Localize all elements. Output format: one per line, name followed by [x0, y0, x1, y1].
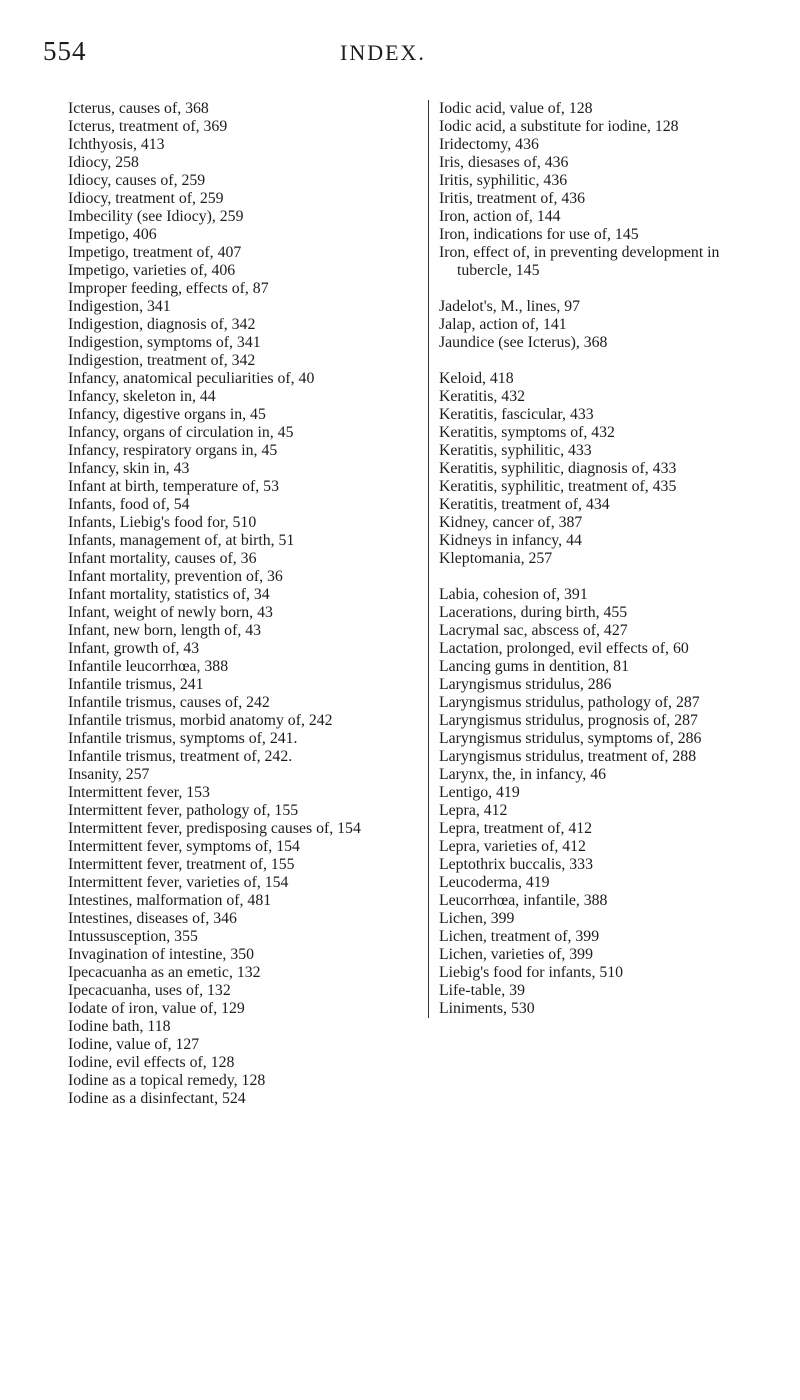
index-entry: Leucoderma, 419 [439, 874, 550, 891]
index-entry: Jalap, action of, 141 [439, 316, 567, 333]
index-entry: Infantile trismus, causes of, 242 [68, 694, 270, 711]
index-entry: Larynx, the, in infancy, 46 [439, 766, 606, 783]
index-entry: Laryngismus stridulus, symptoms of, 286 [439, 730, 702, 747]
running-head: INDEX. [340, 40, 426, 65]
index-entry: Labia, cohesion of, 391 [439, 586, 588, 603]
index-entry: Kleptomania, 257 [439, 550, 553, 567]
index-entry: Indigestion, symptoms of, 341 [68, 334, 261, 351]
index-entry: Idiocy, causes of, 259 [68, 172, 206, 189]
index-entry: Infancy, skin in, 43 [68, 460, 190, 477]
index-entry: Infantile trismus, symptoms of, 241. [68, 730, 298, 747]
index-entry: Iodine, value of, 127 [68, 1036, 200, 1053]
index-entry: Infant, growth of, 43 [68, 640, 200, 657]
index-entry: Iodic acid, a substitute for iodine, 128 [439, 118, 679, 135]
left-column [68, 100, 401, 1108]
index-entry: Keratitis, treatment of, 434 [439, 496, 610, 513]
index-entry: Icterus, causes of, 368 [68, 100, 209, 117]
index-entry: Infancy, anatomical peculiarities of, 40 [68, 370, 315, 387]
index-entry: Life-table, 39 [439, 982, 525, 999]
index-entry: Intussusception, 355 [68, 928, 198, 945]
index-entry: Ipecacuanha as an emetic, 132 [68, 964, 261, 981]
index-entry: Lepra, treatment of, 412 [439, 820, 593, 837]
index-entry: Leucorrhœa, infantile, 388 [439, 892, 608, 909]
right-column [428, 100, 761, 1018]
index-entry: Lacrymal sac, abscess of, 427 [439, 622, 628, 639]
index-entry: Intermittent fever, varieties of, 154 [68, 874, 289, 891]
index-entry: Iodine bath, 118 [68, 1018, 171, 1035]
index-entry: Indigestion, treatment of, 342 [68, 352, 256, 369]
index-entry: Keratitis, 432 [439, 388, 525, 405]
index-entry: Infant at birth, temperature of, 53 [68, 478, 279, 495]
page-number: 554 [43, 36, 87, 66]
index-entry: Kidneys in infancy, 44 [439, 532, 582, 549]
index-entry: Impetigo, treatment of, 407 [68, 244, 242, 261]
index-entry: Iodic acid, value of, 128 [439, 100, 593, 117]
index-entry: Lacerations, during birth, 455 [439, 604, 628, 621]
index-entry: Keratitis, syphilitic, 433 [439, 442, 592, 459]
index-entry: Infant mortality, causes of, 36 [68, 550, 257, 567]
index-entry: Laryngismus stridulus, pathology of, 287 [439, 694, 700, 711]
index-entry: Lichen, 399 [439, 910, 515, 927]
index-entry: Laryngismus stridulus, prognosis of, 287 [439, 712, 698, 729]
index-entry: Infancy, skeleton in, 44 [68, 388, 216, 405]
index-entry: Laryngismus stridulus, 286 [439, 676, 612, 693]
index-entry: Keratitis, fascicular, 433 [439, 406, 594, 423]
index-entry: Liebig's food for infants, 510 [439, 964, 624, 981]
index-entry: Liniments, 530 [439, 1000, 535, 1017]
index-entry: Lepra, 412 [439, 802, 508, 819]
index-entry: Intestines, diseases of, 346 [68, 910, 237, 927]
index-entry: Insanity, 257 [68, 766, 150, 783]
index-entry: Keratitis, symptoms of, 432 [439, 424, 615, 441]
index-entry: Lactation, prolonged, evil effects of, 60 [439, 640, 689, 657]
index-entry: Infancy, respiratory organs in, 45 [68, 442, 278, 459]
index-entry: Idiocy, 258 [68, 154, 139, 171]
index-entry: Ipecacuanha, uses of, 132 [68, 982, 231, 999]
index-entry: Laryngismus stridulus, treatment of, 288 [439, 748, 697, 765]
index-entry: Infantile trismus, 241 [68, 676, 204, 693]
index-entry: Lancing gums in dentition, 81 [439, 658, 629, 675]
index-entry: Keratitis, syphilitic, treatment of, 435 [439, 478, 677, 495]
index-entry: Infant, new born, length of, 43 [68, 622, 262, 639]
index-entry: Impetigo, 406 [68, 226, 157, 243]
index-entry: Infantile leucorrhœa, 388 [68, 658, 229, 675]
index-entry: Lichen, varieties of, 399 [439, 946, 593, 963]
section-gap [439, 352, 761, 370]
index-entry: Lentigo, 419 [439, 784, 520, 801]
index-entry: Icterus, treatment of, 369 [68, 118, 228, 135]
index-entry: Idiocy, treatment of, 259 [68, 190, 224, 207]
section-gap [439, 568, 761, 586]
index-entry: Iron, indications for use of, 145 [439, 226, 639, 243]
index-entry: Imbecility (see Idiocy), 259 [68, 208, 244, 225]
index-entry: Infancy, organs of circulation in, 45 [68, 424, 294, 441]
section-l [439, 586, 761, 1018]
section-gap [439, 280, 761, 298]
index-entry: Infants, food of, 54 [68, 496, 190, 513]
index-entry: Iritis, syphilitic, 436 [439, 172, 568, 189]
index-entry: Leptothrix buccalis, 333 [439, 856, 593, 873]
index-entry: Infants, Liebig's food for, 510 [68, 514, 257, 531]
index-entry: Keloid, 418 [439, 370, 514, 387]
index-entry: Ichthyosis, 413 [68, 136, 165, 153]
index-entry: Improper feeding, effects of, 87 [68, 280, 269, 297]
index-entry: Infant, weight of newly born, 43 [68, 604, 273, 621]
index-entry: Indigestion, diagnosis of, 342 [68, 316, 256, 333]
index-entry: Iodine as a topical remedy, 128 [68, 1072, 266, 1089]
index-entry: Intermittent fever, treatment of, 155 [68, 856, 295, 873]
section-k [439, 370, 761, 568]
index-entry: Infant mortality, prevention of, 36 [68, 568, 283, 585]
index-entry: Iridectomy, 436 [439, 136, 539, 153]
index-entry: Invagination of intestine, 350 [68, 946, 255, 963]
index-entry: Kidney, cancer of, 387 [439, 514, 583, 531]
index-entry: Iritis, treatment of, 436 [439, 190, 586, 207]
index-entry: Impetigo, varieties of, 406 [68, 262, 236, 279]
index-entry: Intermittent fever, 153 [68, 784, 210, 801]
index-entry: Iodine, evil effects of, 128 [68, 1054, 235, 1071]
index-entry: Lepra, varieties of, 412 [439, 838, 586, 855]
section-j [439, 298, 761, 352]
index-entry: Infants, management of, at birth, 51 [68, 532, 295, 549]
index-entry: Infant mortality, statistics of, 34 [68, 586, 270, 603]
index-entry: Keratitis, syphilitic, diagnosis of, 433 [439, 460, 677, 477]
index-entry: Infantile trismus, morbid anatomy of, 242 [68, 712, 333, 729]
index-entry: Intermittent fever, pathology of, 155 [68, 802, 299, 819]
index-entry: Iris, diesases of, 436 [439, 154, 569, 171]
index-entry: Indigestion, 341 [68, 298, 171, 315]
index-entry: Iodine as a disinfectant, 524 [68, 1090, 246, 1107]
index-entry: Jadelot's, M., lines, 97 [439, 298, 581, 315]
index-entry: Iron, effect of, in preventing development in tubercle, 145 [439, 244, 720, 279]
section-i [439, 100, 761, 280]
index-entry: Infantile trismus, treatment of, 242. [68, 748, 293, 765]
index-entry: Iron, action of, 144 [439, 208, 561, 225]
index-entry: Intermittent fever, predisposing causes of, 154 [68, 820, 361, 837]
index-entry: Infancy, digestive organs in, 45 [68, 406, 266, 423]
index-entry: Jaundice (see Icterus), 368 [439, 334, 608, 351]
index-entry: Intestines, malformation of, 481 [68, 892, 272, 909]
index-entry: Lichen, treatment of, 399 [439, 928, 600, 945]
index-entry: Intermittent fever, symptoms of, 154 [68, 838, 300, 855]
index-entry: Iodate of iron, value of, 129 [68, 1000, 245, 1017]
